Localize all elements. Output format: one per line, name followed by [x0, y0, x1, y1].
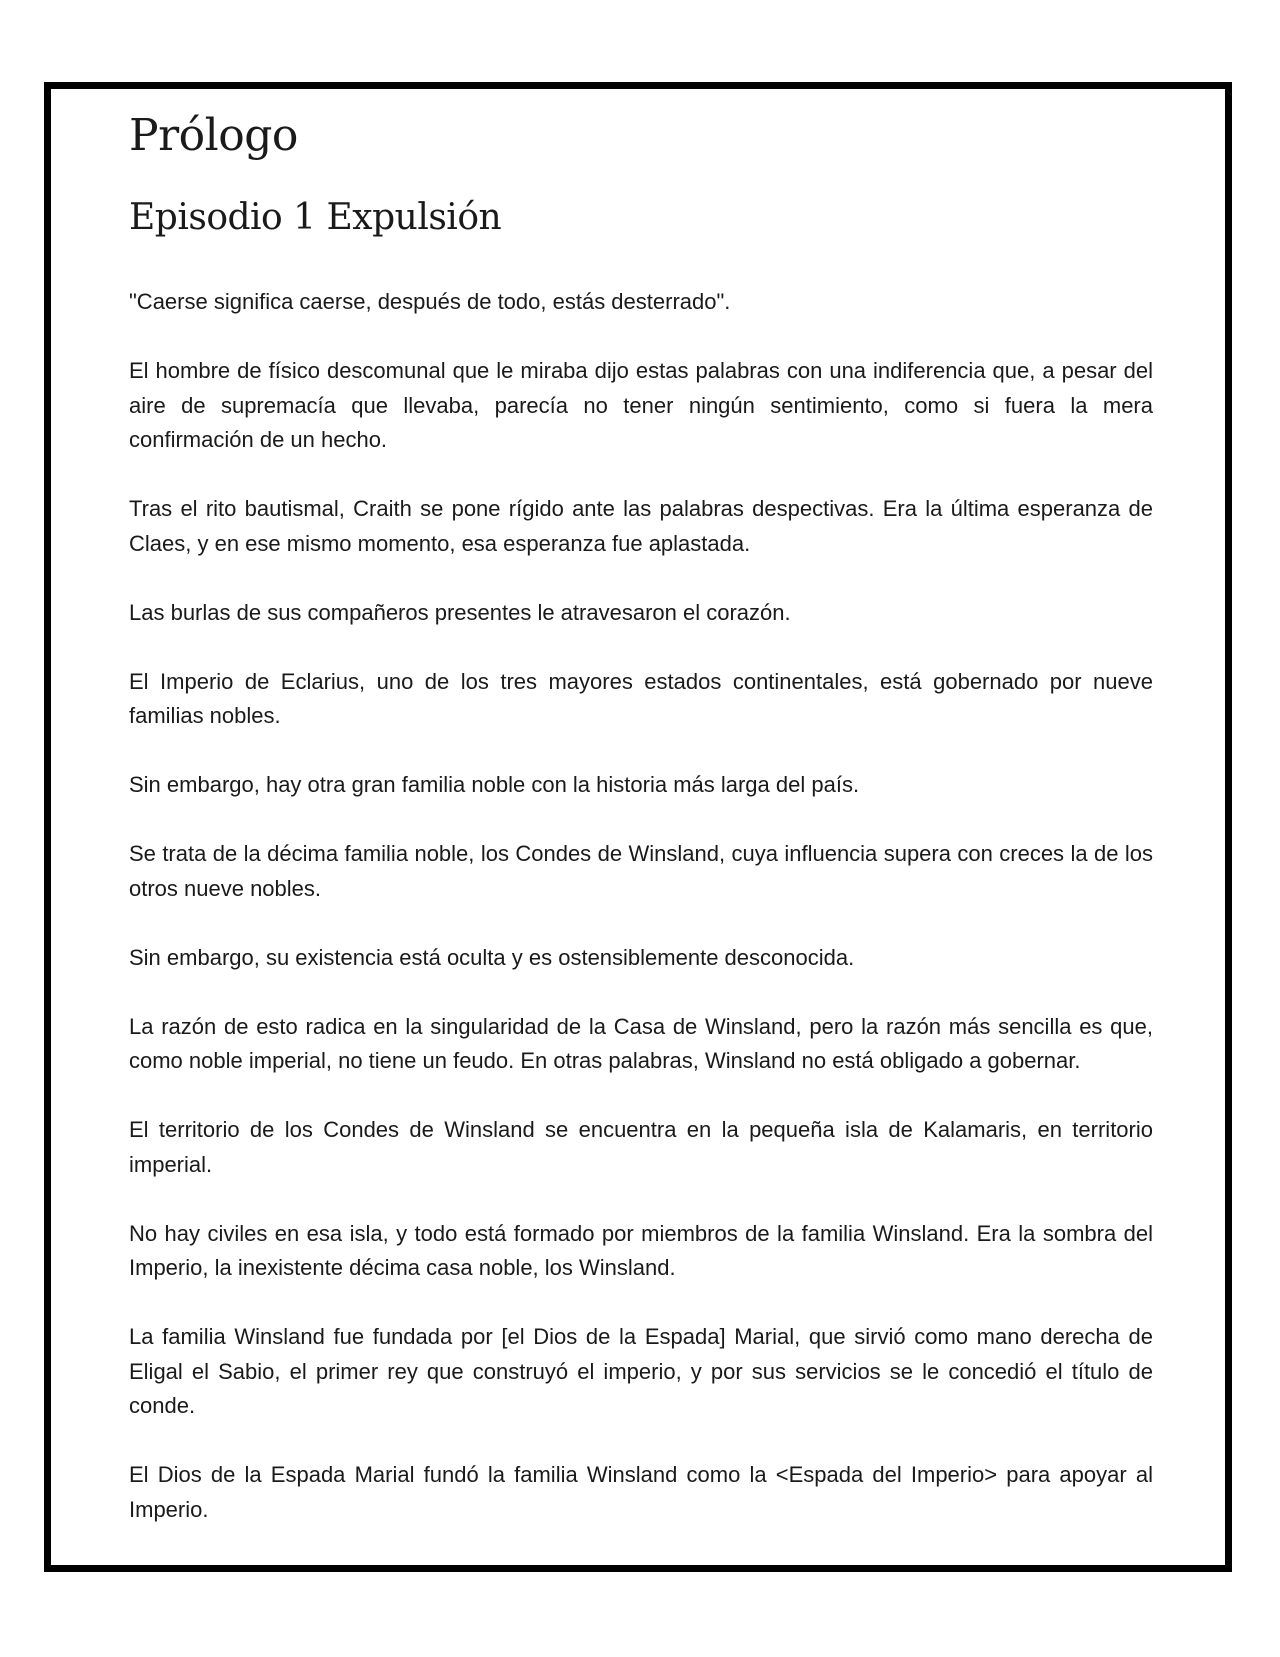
paragraph: El territorio de los Condes de Winsland se encuentra en la pequeña isla de Kalamaris, en territorio imperial. [129, 1117, 1153, 1177]
paragraph: El Imperio de Eclarius, uno de los tres mayores estados continentales, está gobernado por nueve familias nobles. [129, 668, 1153, 728]
paragraph: Tras el rito bautismal, Craith se pone rígido ante las palabras despectivas. Era la última esperanza de Claes, y en ese mismo momento, esa esperanza fue aplastada. [129, 496, 1153, 556]
paragraph: "Caerse significa caerse, después de todo, estás desterrado". [129, 289, 731, 314]
paragraph: El hombre de físico descomunal que le miraba dijo estas palabras con una indiferencia que, a pesar del aire de supremacía que llevaba, parecía no tener ningún sentimiento, como si fuera la mera confirmación de un hecho. [129, 358, 1153, 452]
paragraph: El Dios de la Espada Marial fundó la familia Winsland como la <Espada del Imperio> para apoyar al Imperio. [129, 1462, 1153, 1522]
page-frame [44, 82, 1232, 1572]
paragraph: Las burlas de sus compañeros presentes le atravesaron el corazón. [129, 599, 791, 625]
paragraph: Sin embargo, hay otra gran familia noble con la historia más larga del país. [129, 772, 860, 797]
document-content [129, 103, 1153, 1562]
paragraph: No hay civiles en esa isla, y todo está formado por miembros de la familia Winsland. Era la sombra del Imperio, la inexistente décima casa noble, los Winsland. [129, 1220, 1153, 1280]
paragraph: Se trata de la décima familia noble, los Condes de Winsland, cuya influencia supera con creces la de los otros nueve nobles. [129, 841, 1153, 901]
paragraph: La familia Winsland fue fundada por [el Dios de la Espada] Marial, que sirvió como mano derecha de Eligal el Sabio, el primer rey que construyó el imperio, y por sus servicios se le concedió el título de conde. [129, 1324, 1153, 1418]
episode-subtitle: Episodio 1 Expulsión [129, 197, 502, 238]
paragraph: La razón de esto radica en la singularidad de la Casa de Winsland, pero la razón más sencilla es que, como noble imperial, no tiene un feudo. En otras palabras, Winsland no está obligado a gobernar. [129, 1013, 1153, 1073]
body-text [129, 285, 1153, 1527]
page-title: Prólogo [129, 110, 298, 161]
paragraph: Sin embargo, su existencia está oculta y es ostensiblemente desconocida. [129, 944, 855, 970]
